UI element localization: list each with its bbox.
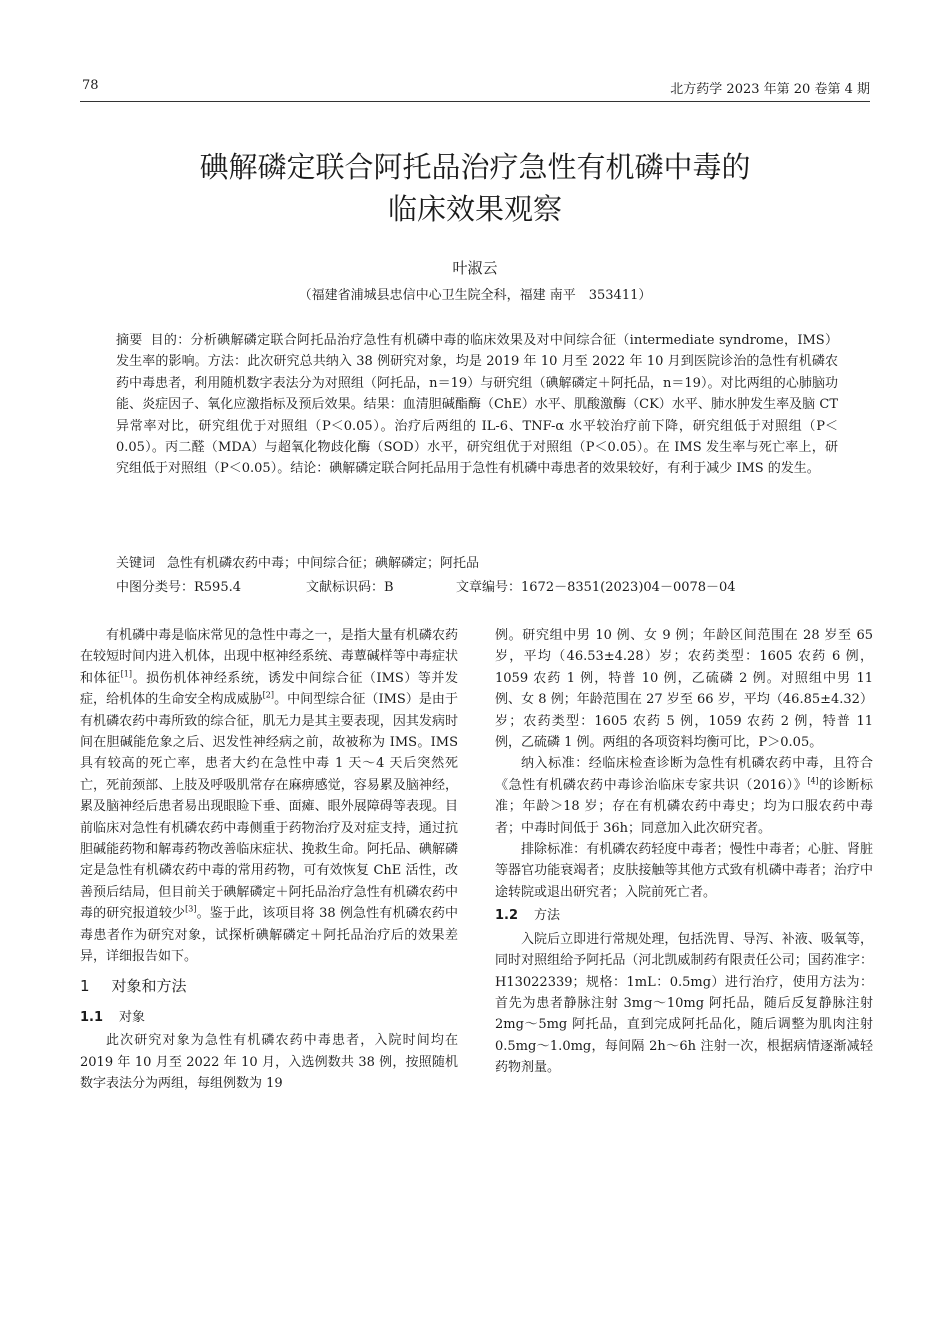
- affiliation: （福建省浦城县忠信中心卫生院全科，福建 南平 353411）: [298, 288, 652, 303]
- subjects-paragraph: 此次研究对象为急性有机磷农药中毒患者，入院时间均在 2019 年 10 月至 2022 年 10 月，入选例数共 38 例，按照随机数字表法分为两组，每组例数为 19: [80, 1033, 458, 1092]
- title-line-1: 碘解磷定联合阿托品治疗急性有机磷中毒的: [199, 150, 751, 184]
- abstract: [116, 330, 838, 480]
- page-number: 78: [82, 78, 99, 93]
- subsection-1-1-number: 1.1: [80, 1009, 104, 1025]
- subsection-1-2-title: 方法: [534, 908, 561, 924]
- section-1-title: 对象和方法: [111, 976, 187, 995]
- intro-paragraph: [80, 625, 458, 968]
- method-paragraph: 入院后立即进行常规处理，包括洗胃、导泻、补液、吸氧等，同时对照组给予阿托品（河北凯威制药有限责任公司；国药准字：H13022339；规格：1mL：0.5mg）进行治疗，使用方法为：首先为患者静脉注射 3mg～10mg 阿托品，随后反复静脉注射 2mg～5mg 阿托品，直到完成阿托品化，随后调整为肌肉注射 0.5mg～1.0mg，每间隔 2h～6h 注射一次，根据病情逐渐减轻药物剂量。: [495, 931, 873, 1076]
- clc-number: 中图分类号：R595.4: [116, 580, 242, 595]
- ref-1: [1]: [120, 669, 132, 679]
- abstract-text: 目的：分析碘解磷定联合阿托品治疗急性有机磷中毒的临床效果及对中间综合征（intermediate syndrome，IMS）发生率的影响。方法：此次研究总共纳入 38 例研究对象，均是 2019 年 10 月至 2022 年 10 月到医院诊治的急性有机磷农药中毒患者，利用随机数字表法分为对照组（阿托品，n＝19）与研究组（碘解磷定＋阿托品，n＝19）。对比两组的心肺脑功能、炎症因子、氧化应激指标及预后效果。结果：血清胆碱酯酶（ChE）水平、肌酸激酶（CK）水平、肺水肿发生率及脑 CT 异常率对比，研究组优于对照组（P＜0.05）。治疗后两组的 IL-6、TNF-α 水平较治疗前下降，研究组低于对照组（P＜0.05）。丙二醛（MDA）与超氧化物歧化酶（SOD）水平，研究组优于对照组（P＜0.05）。在 IMS 发生率与死亡率上，研究组低于对照组（P＜0.05）。结论：碘解磷定联合阿托品用于急性有机磷中毒患者的效果较好，有利于减少 IMS 的发生。: [116, 333, 838, 477]
- keywords: [116, 552, 838, 571]
- subjects-continued: 例。研究组中男 10 例、女 9 例；年龄区间范围在 28 岁至 65 岁，平均（46.53±4.28）岁；农药类型：1605 农药 6 例，1059 农药 1 例，特普 10 例，乙硫磷 2 例。对照组中男 11 例、女 8 例；年龄范围在 27 岁至 66 岁，平均（46.85±4.32）岁；农药类型：1605 农药 5 例，1059 农药 2 例，特普 11 例，乙硫磷 1 例。两组的各项资料均衡可比，P＞0.05。: [495, 628, 873, 751]
- abstract-label: 摘要: [116, 333, 143, 348]
- subsection-1-2-number: 1.2: [495, 908, 519, 924]
- ref-4: [4]: [807, 776, 819, 786]
- article-number: 文章编号：1672－8351(2023)04－0078－04: [456, 580, 736, 595]
- inclusion-text-2: 的诊断标准；年龄＞18 岁；存在有机磷农药中毒史；均为口服农药中毒者；中毒时间低于 36h；同意加入此次研究者。: [495, 777, 873, 836]
- classification-line: [116, 576, 838, 595]
- left-column: [80, 625, 458, 1095]
- ref-3: [3]: [185, 904, 197, 914]
- right-column: [495, 625, 873, 1079]
- journal-info: 北方药学 2023 年第 20 卷第 4 期: [670, 82, 870, 97]
- title-line-2: 临床效果观察: [387, 192, 562, 226]
- section-1-number: 1: [80, 976, 90, 995]
- document-code: 文献标识码：B: [306, 580, 394, 595]
- intro-text-3: 。中间型综合征（IMS）是由于有机磷农药中毒所致的综合征，肌无力是其主要表现，因其发病时间在胆碱能危象之后、迟发性神经病之前，故被称为 IMS。IMS 具有较高的死亡率，患者大约在急性中毒 1 天～4 天后突然死亡，死前颈部、上肢及呼吸肌常存在麻痹感觉，容易累及脑神经，累及脑神经后患者易出现眼睑下垂、面瘫、眼外展障碍等表现。目前临床对急性有机磷农药中毒侧重于药物治疗及对症支持，通过抗胆碱能药物和解毒药物改善临床症状、挽救生命。阿托品、碘解磷定是急性有机磷农药中毒的常用药物，可有效恢复 ChE 活性，改善预后结局，但目前关于碘解磷定＋阿托品治疗急性有机磷农药中毒的研究报道较少: [80, 692, 458, 922]
- subsection-1-2-heading: [495, 905, 873, 926]
- exclusion-criteria: 排除标准：有机磷农药轻度中毒者；慢性中毒者；心脏、肾脏等器官功能衰竭者；皮肤接触等其他方式致有机磷中毒者；治疗中途转院或退出研究者；入院前死亡者。: [495, 842, 873, 900]
- inclusion-criteria: [495, 753, 873, 839]
- subsection-1-1-heading: [80, 1007, 458, 1028]
- intro-text-1: 有机磷中毒是临床常见的急性中毒之一，是指大量有机磷农药在较短时间内进入机体，出现中枢神经系统、毒蕈碱样等中毒症状和体征: [80, 628, 458, 686]
- ref-2: [2]: [262, 690, 275, 700]
- intro-text-4: 。鉴于此，该项目将 38 例急性有机磷农药中毒患者作为研究对象，试探析碘解磷定＋阿托品治疗后的效果差异，详细报告如下。: [80, 906, 458, 965]
- inclusion-text-1: 纳入标准：经临床检查诊断为急性有机磷农药中毒，且符合《急性有机磷农药中毒诊治临床专家共识（2016）》: [495, 756, 873, 793]
- keywords-label: 关键词: [116, 556, 156, 571]
- section-1-heading: [80, 976, 458, 997]
- author: 叶淑云: [452, 259, 498, 277]
- subsection-1-1-title: 对象: [119, 1009, 146, 1025]
- article-title: [80, 146, 870, 230]
- header-rule: [80, 101, 870, 102]
- keywords-text: 急性有机磷农药中毒；中间综合征；碘解磷定；阿托品: [167, 556, 480, 571]
- intro-text-2: 。损伤机体神经系统，诱发中间综合征（IMS）等并发症，给机体的生命安全构成威胁: [80, 670, 458, 708]
